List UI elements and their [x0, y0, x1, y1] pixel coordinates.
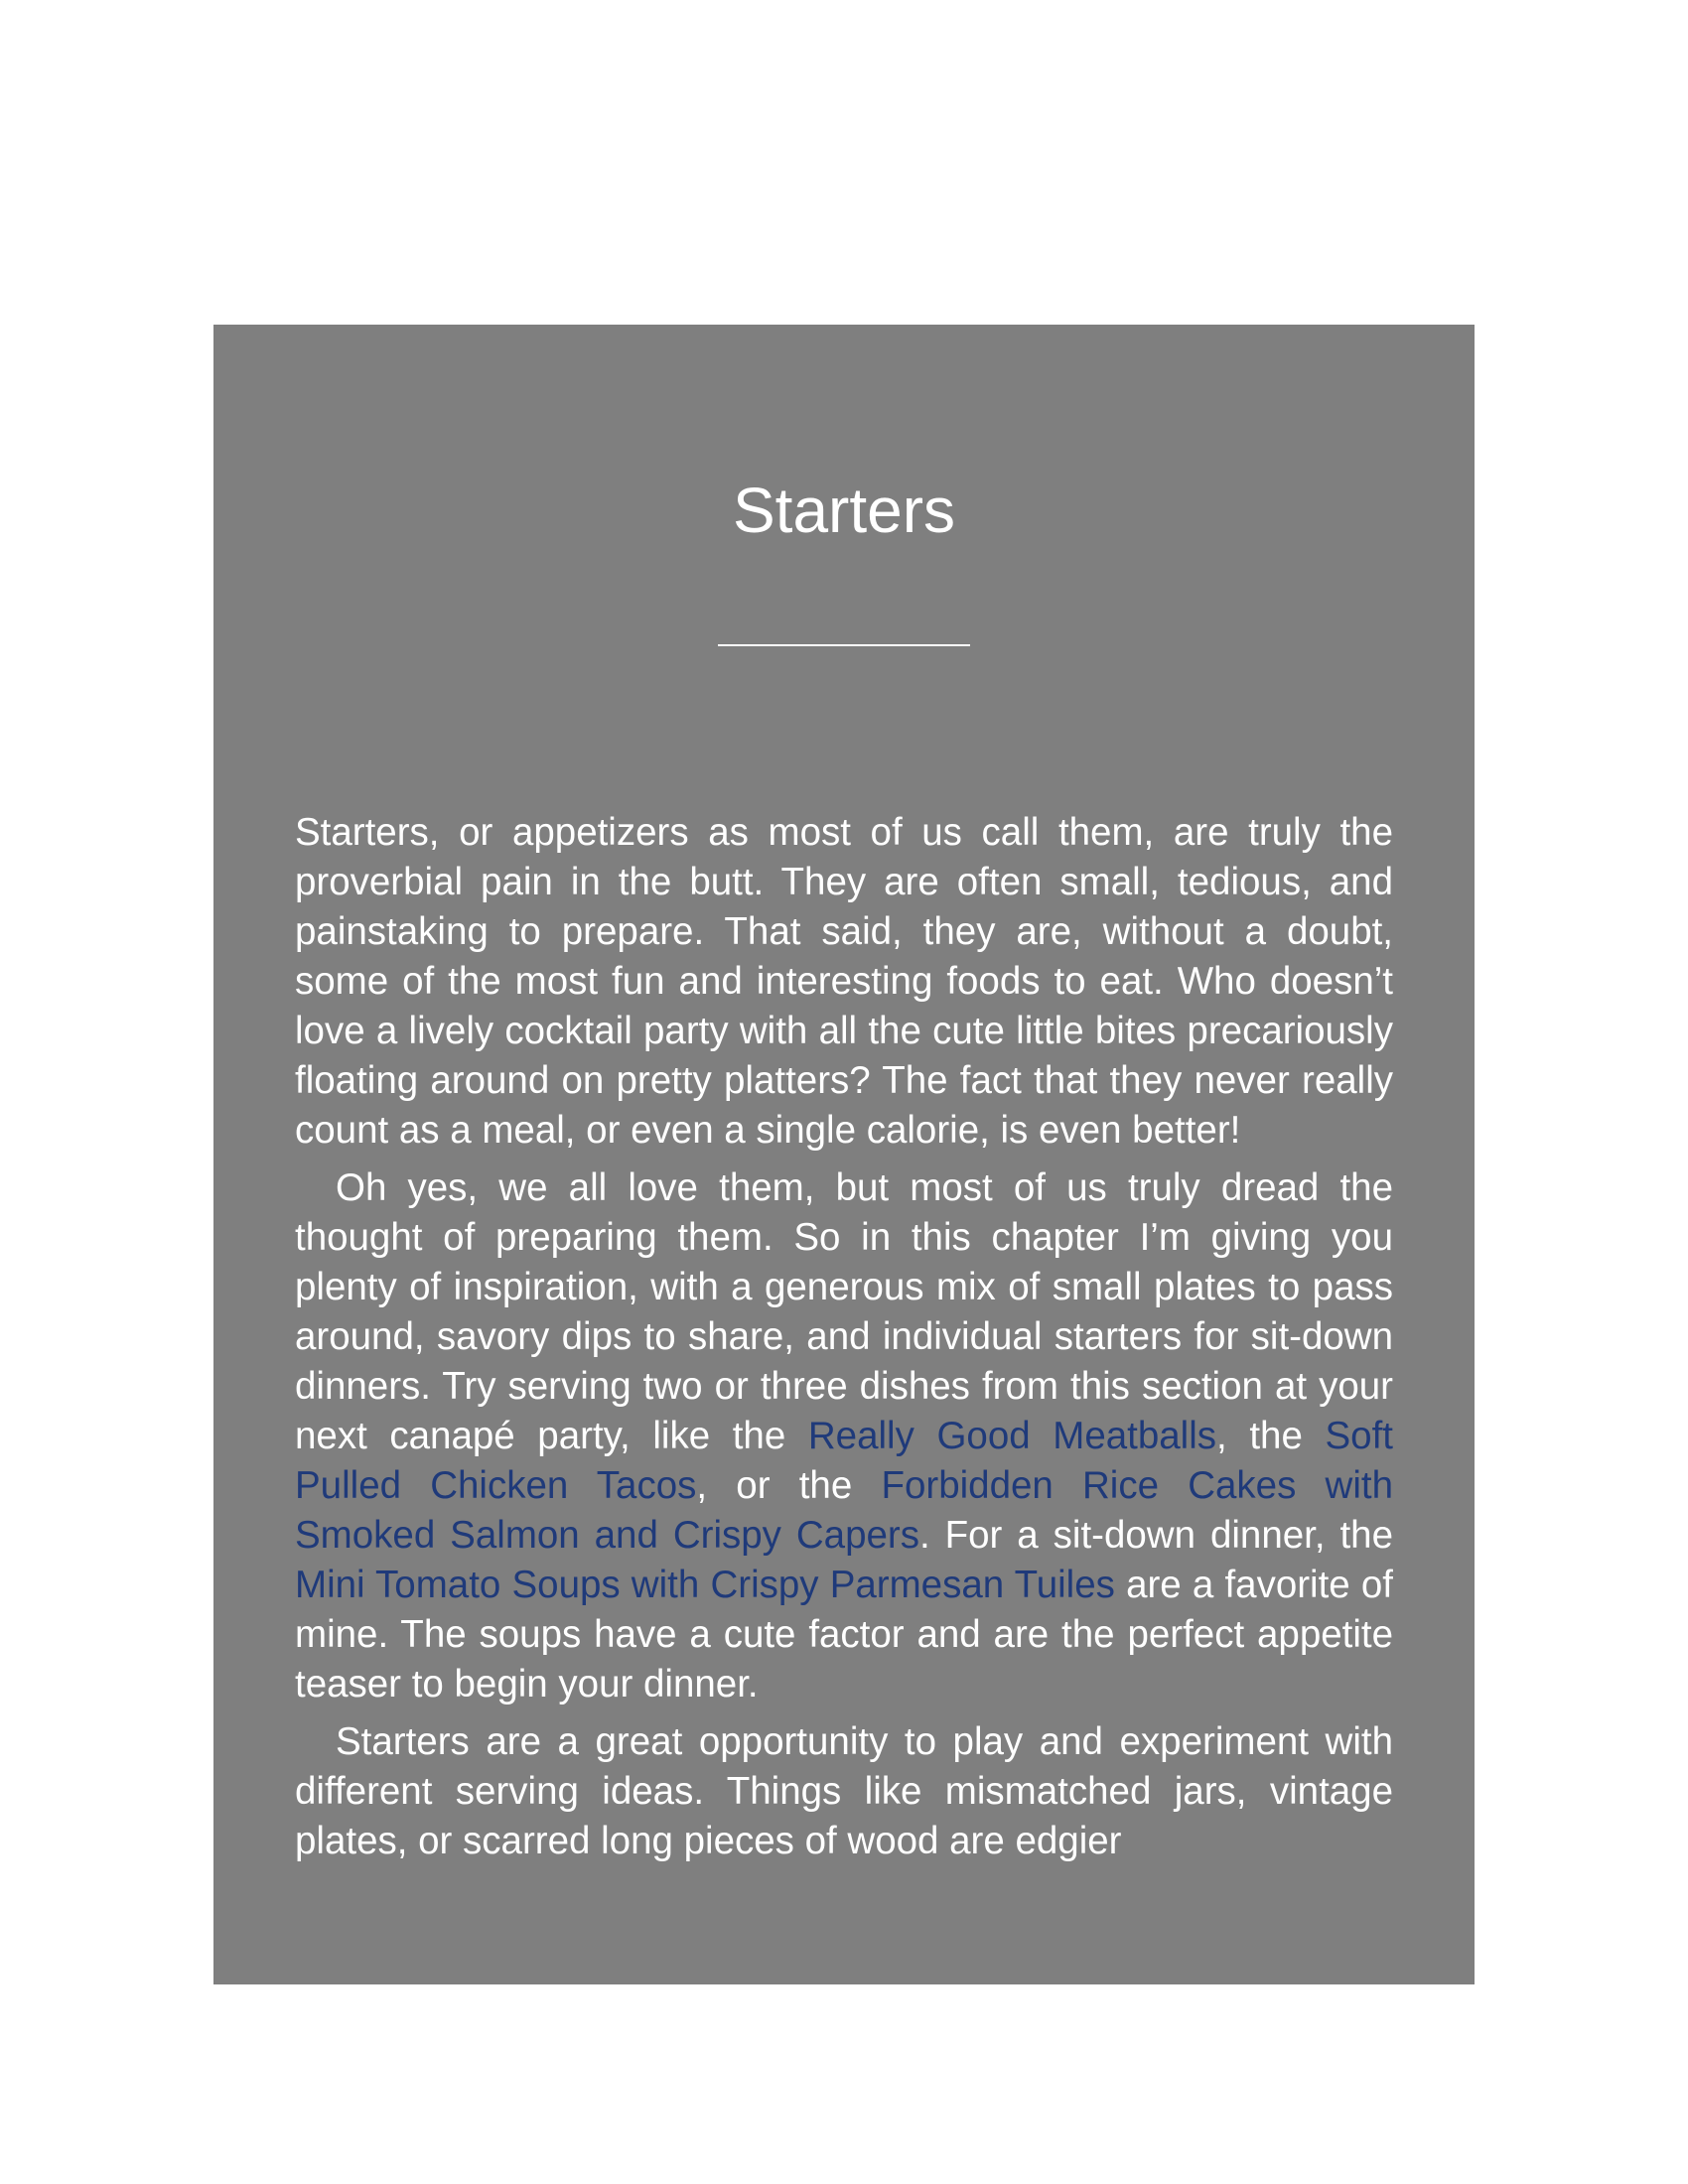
paragraph-2-text-4: . For a sit-down dinner, the: [918, 1514, 1393, 1557]
title-divider: [718, 644, 970, 646]
paragraph-3: Starters are a great opportunity to play and experiment with different serving ideas. Things like mismatched jars, vintage plates, or scarred long pieces of wood are edgier: [295, 1720, 1393, 1862]
paragraph-1: Starters, or appetizers as most of us call them, are truly the proverbial pain in the butt. They are often small, tedious, and painstaking to prepare. That said, they are, without a doubt, some of the most fun and interesting foods to eat. Who doesn’t love a lively cocktail party with all the cute little bites precariously floating around on pretty platters? The fact that they never really count as a meal, or even a single calorie, is even better!: [295, 811, 1393, 1152]
link-soft-pulled-chicken-tacos[interactable]: Soft Pulled Chicken Tacos: [295, 1415, 1393, 1507]
paragraph-2-text-5: are a favorite of mine. The soups have a cute factor and are the perfect appetite teaser to begin your dinner.: [295, 1564, 1393, 1706]
paragraph-2-text-1: Oh yes, we all love them, but most of us truly dread the thought of preparing them. So in this chapter I’m giving you plenty of inspiration, with a generous mix of small plates to pass around, savory dips to share, and individual starters for sit-down dinners. Try serving two or three dishes from this section at your next canapé party, like the: [295, 1166, 1393, 1457]
chapter-body: [295, 808, 1393, 1874]
page-panel: [213, 325, 1475, 1984]
paragraph-2-text-2: , the: [1216, 1415, 1326, 1457]
link-forbidden-rice-cakes[interactable]: Forbidden Rice Cakes with Smoked Salmon and Crispy Capers: [295, 1464, 1393, 1557]
chapter-title: Starters: [732, 475, 956, 546]
paragraph-2-text-3: , or the: [696, 1464, 882, 1507]
link-really-good-meatballs[interactable]: Really Good Meatballs: [807, 1415, 1217, 1457]
link-mini-tomato-soups[interactable]: Mini Tomato Soups with Crispy Parmesan Tuiles: [295, 1564, 1115, 1606]
paragraph-2: [295, 1163, 1393, 1709]
